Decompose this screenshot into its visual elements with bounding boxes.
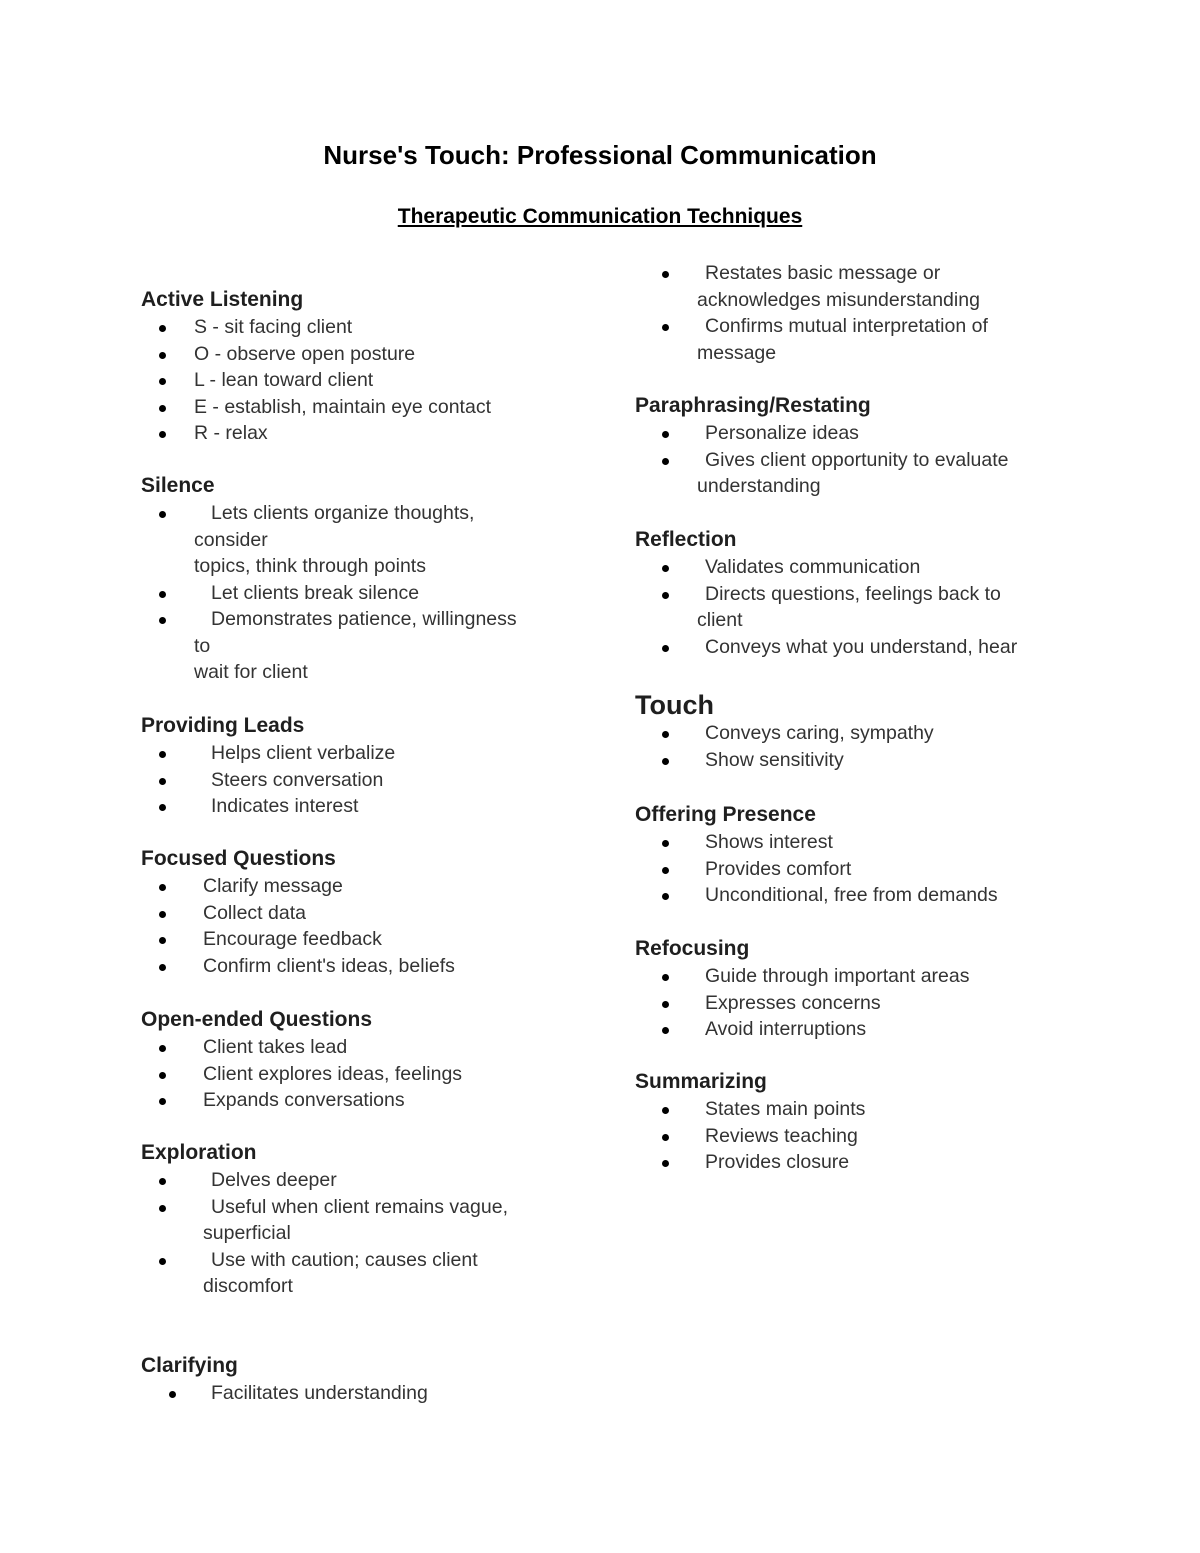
bullet-icon xyxy=(159,352,166,359)
list-item: Demonstrates patience, willingness to wait for client xyxy=(141,606,571,686)
bullet-icon xyxy=(159,1098,166,1105)
section-heading: Reflection xyxy=(635,528,737,551)
list-item: Steers conversation xyxy=(141,767,571,794)
bullet-list xyxy=(635,720,1075,773)
section-open-ended-questions xyxy=(141,1006,571,1114)
section-reflection xyxy=(635,526,1075,660)
section-heading: Open-ended Questions xyxy=(141,1008,373,1031)
bullet-list xyxy=(635,829,1075,909)
list-item: Restates basic message or acknowledges misunderstanding xyxy=(635,260,1075,313)
bullet-icon xyxy=(159,1205,166,1212)
section-focused-questions xyxy=(141,845,571,979)
bullet-icon xyxy=(159,911,166,918)
bullet-icon xyxy=(159,751,166,758)
bullet-icon xyxy=(159,804,166,811)
list-item: Guide through important areas xyxy=(635,963,1075,990)
section-heading: Exploration xyxy=(141,1141,257,1164)
section-heading: Paraphrasing/Restating xyxy=(635,394,871,417)
bullet-icon xyxy=(159,1178,166,1185)
section-silence xyxy=(141,472,571,686)
bullet-icon xyxy=(662,867,669,874)
bullet-icon xyxy=(662,974,669,981)
section-heading: Silence xyxy=(141,474,215,497)
section-heading: Summarizing xyxy=(635,1070,767,1093)
list-item: Unconditional, free from demands xyxy=(635,882,1075,909)
bullet-icon xyxy=(159,591,166,598)
bullet-icon xyxy=(662,1160,669,1167)
bullet-icon xyxy=(159,325,166,332)
bullet-icon xyxy=(662,431,669,438)
section-heading: Refocusing xyxy=(635,937,750,960)
list-item: Gives client opportunity to evaluate understanding xyxy=(635,447,1075,500)
list-item: Expands conversations xyxy=(141,1087,571,1114)
list-item: Clarify message xyxy=(141,873,571,900)
section-clarifying xyxy=(141,1352,571,1407)
list-item: Facilitates understanding xyxy=(141,1380,571,1407)
bullet-list xyxy=(141,314,571,447)
bullet-icon xyxy=(662,324,669,331)
bullet-icon xyxy=(662,758,669,765)
bullet-list xyxy=(635,420,1075,500)
list-item: O - observe open posture xyxy=(141,341,571,368)
bullet-icon xyxy=(159,1258,166,1265)
section-providing-leads xyxy=(141,712,571,820)
bullet-icon xyxy=(662,1027,669,1034)
document-subtitle: Therapeutic Communication Techniques xyxy=(397,205,803,228)
list-item: Use with caution; causes client discomfort xyxy=(141,1247,571,1300)
list-item: Let clients break silence xyxy=(141,580,571,607)
bullet-icon xyxy=(662,1107,669,1114)
list-item: Confirms mutual interpretation of message xyxy=(635,313,1075,366)
list-item: Useful when client remains vague, superficial xyxy=(141,1194,571,1247)
bullet-list xyxy=(141,1380,571,1407)
bullet-icon xyxy=(662,1134,669,1141)
bullet-icon xyxy=(159,378,166,385)
bullet-icon xyxy=(662,840,669,847)
section-active-listening xyxy=(141,286,571,447)
list-item: R - relax xyxy=(141,420,571,447)
bullet-list xyxy=(635,1096,1075,1176)
list-item: Conveys what you understand, hear xyxy=(635,634,1075,661)
list-item: Reviews teaching xyxy=(635,1123,1075,1150)
bullet-list xyxy=(635,963,1075,1043)
bullet-list xyxy=(141,1167,571,1300)
bullet-icon xyxy=(159,431,166,438)
bullet-icon xyxy=(159,511,166,518)
bullet-icon xyxy=(662,565,669,572)
bullet-list xyxy=(141,1034,571,1114)
list-item: Encourage feedback xyxy=(141,926,571,953)
bullet-icon xyxy=(159,937,166,944)
list-item: Delves deeper xyxy=(141,1167,571,1194)
list-item: Client explores ideas, feelings xyxy=(141,1061,571,1088)
bullet-list xyxy=(141,740,571,820)
document-title: Nurse's Touch: Professional Communication xyxy=(323,140,877,170)
list-item: Show sensitivity xyxy=(635,747,1075,774)
list-item: E - establish, maintain eye contact xyxy=(141,394,571,421)
list-item: Directs questions, feelings back to client xyxy=(635,581,1075,634)
bullet-icon xyxy=(662,1001,669,1008)
list-item: States main points xyxy=(635,1096,1075,1123)
list-item: Indicates interest xyxy=(141,793,571,820)
bullet-icon xyxy=(662,458,669,465)
bullet-icon xyxy=(662,893,669,900)
bullet-icon xyxy=(662,271,669,278)
section-heading: Active Listening xyxy=(141,288,304,311)
list-item: Shows interest xyxy=(635,829,1075,856)
bullet-icon xyxy=(159,405,166,412)
bullet-icon xyxy=(159,964,166,971)
bullet-icon xyxy=(662,592,669,599)
bullet-icon xyxy=(159,1072,166,1079)
bullet-icon xyxy=(169,1391,176,1398)
bullet-list xyxy=(635,554,1075,660)
section-summarizing xyxy=(635,1068,1075,1176)
list-item: Personalize ideas xyxy=(635,420,1075,447)
bullet-list xyxy=(635,260,1075,366)
list-item: Collect data xyxy=(141,900,571,927)
section-heading: Offering Presence xyxy=(635,803,816,826)
bullet-icon xyxy=(159,1045,166,1052)
list-item: Validates communication xyxy=(635,554,1075,581)
section-touch xyxy=(635,690,1075,773)
list-item: Expresses concerns xyxy=(635,990,1075,1017)
list-item: Provides closure xyxy=(635,1149,1075,1176)
section-heading: Providing Leads xyxy=(141,714,305,737)
bullet-list xyxy=(141,873,571,979)
section-refocusing xyxy=(635,935,1075,1043)
list-item: Helps client verbalize xyxy=(141,740,571,767)
bullet-icon xyxy=(159,778,166,785)
list-item: Confirm client's ideas, beliefs xyxy=(141,953,571,980)
bullet-icon xyxy=(662,645,669,652)
list-item: Provides comfort xyxy=(635,856,1075,883)
list-item: Lets clients organize thoughts, consider topics, think through points xyxy=(141,500,571,580)
section-heading: Focused Questions xyxy=(141,847,336,870)
list-item: Conveys caring, sympathy xyxy=(635,720,1075,747)
list-item: Client takes lead xyxy=(141,1034,571,1061)
section-paraphrasing xyxy=(635,392,1075,500)
list-item: L - lean toward client xyxy=(141,367,571,394)
list-item: S - sit facing client xyxy=(141,314,571,341)
bullet-icon xyxy=(159,884,166,891)
section-exploration xyxy=(141,1139,571,1300)
bullet-icon xyxy=(159,617,166,624)
section-offering-presence xyxy=(635,801,1075,909)
bullet-list xyxy=(141,500,571,686)
section-heading: Touch xyxy=(635,690,714,720)
bullet-icon xyxy=(662,731,669,738)
section-heading: Clarifying xyxy=(141,1354,238,1377)
list-item: Avoid interruptions xyxy=(635,1016,1075,1043)
section-clarifying-continued xyxy=(635,260,1075,366)
